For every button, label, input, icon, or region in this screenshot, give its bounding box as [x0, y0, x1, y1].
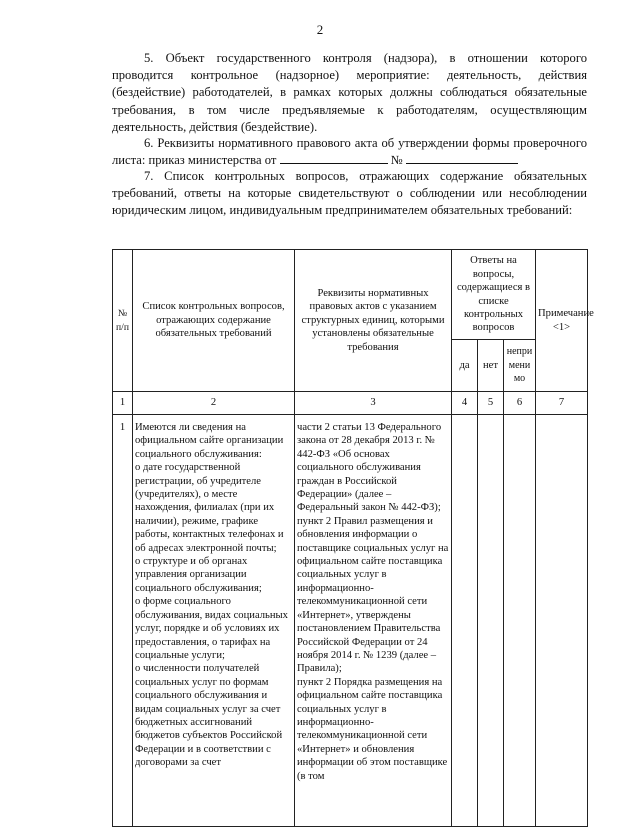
- column-number: 1: [113, 392, 133, 415]
- row-question: Имеются ли сведения на официальном сайте организации социального обслуживания: о дате государственной регистрации, об учредителе (учредителях), о месте нахождения, филиалах (при их наличии), режиме, графике работы, контактных телефонах и об адресах электронной почты; о структуре и об органах управления организации социального обслуживания; о форме социального обслуживания, видах социальных услуг, порядке и об условиях их предоставления, о тарифах на социальные услуги; о численности получателей социальных услуг по формам социального обслуживания и видам социальных услуг за счет бюджетных ассигнований бюджетов субъектов Российской Федерации и в соответствии с договорами за счет: [133, 415, 295, 827]
- header-num: № п/п: [113, 250, 133, 392]
- column-number-row: [113, 392, 588, 415]
- header-answers: Ответы на вопросы, содержащиеся в списке контрольных вопросов: [452, 250, 536, 340]
- table-row: [113, 415, 588, 827]
- paragraph-5: 5. Объект государственного контроля (надзора), в отношении которого проводится контрольное (надзорное) мероприятие: деятельность, действия (бездействие) работодателей, в рамках которых должны соблюдаться обязательные требования, в том числе предъявляемые к работодателям, осуществляющим деятельность, действия (бездействие).: [112, 51, 587, 134]
- note-cell[interactable]: [536, 415, 588, 827]
- header-yes: да: [452, 340, 478, 392]
- header-no: нет: [478, 340, 504, 392]
- paragraph-6: [112, 135, 587, 169]
- header-na: неприменимо: [504, 340, 536, 392]
- date-blank: [280, 152, 388, 164]
- column-number: 5: [478, 392, 504, 415]
- column-number: 7: [536, 392, 588, 415]
- row-num: 1: [113, 415, 133, 827]
- header-requisites: Реквизиты нормативных правовых актов с указанием структурных единиц, которыми установлены обязательные требования: [295, 250, 452, 392]
- answer-yes-cell[interactable]: [452, 415, 478, 827]
- row-requisites: части 2 статьи 13 Федерального закона от 28 декабря 2013 г. № 442-ФЗ «Об основах социального обслуживания граждан в Российской Федерации» (далее – Федеральный закон № 442-ФЗ); пункт 2 Правил размещения и обновления информации о поставщике социальных услуг на официальном сайте поставщика социальных услуг в информационно-телекоммуникационной сети «Интернет», утверждены постановлением Правительства Российской Федерации от 24 ноября 2014 г. № 1239 (далее – Правила); пункт 2 Порядка размещения на официальном сайте поставщика социальных услуг в информационно-телекоммуникационной сети «Интернет» и обновления информации об этом поставщике (в том: [295, 415, 452, 827]
- number-sign: №: [390, 153, 403, 168]
- paragraph-6-text: 6. Реквизиты нормативного правового акта об утверждении формы проверочного листа: приказ министерства от: [112, 136, 587, 168]
- column-number: 6: [504, 392, 536, 415]
- column-number: 2: [133, 392, 295, 415]
- header-questions: Список контрольных вопросов, отражающих содержание обязательных требований: [133, 250, 295, 392]
- column-number: 4: [452, 392, 478, 415]
- header-note: Примечание <1>: [536, 250, 588, 392]
- paragraph-7: 7. Список контрольных вопросов, отражающих содержание обязательных требований, ответы на которые свидетельствуют о соблюдении или несоблюдении юридическим лицом, индивидуальным предпринимателем обязательных требований:: [112, 169, 587, 218]
- page-number: 2: [316, 22, 324, 37]
- number-blank: [406, 152, 518, 164]
- answer-no-cell[interactable]: [478, 415, 504, 827]
- answer-na-cell[interactable]: [504, 415, 536, 827]
- checklist-table: [112, 249, 594, 827]
- column-number: 3: [295, 392, 452, 415]
